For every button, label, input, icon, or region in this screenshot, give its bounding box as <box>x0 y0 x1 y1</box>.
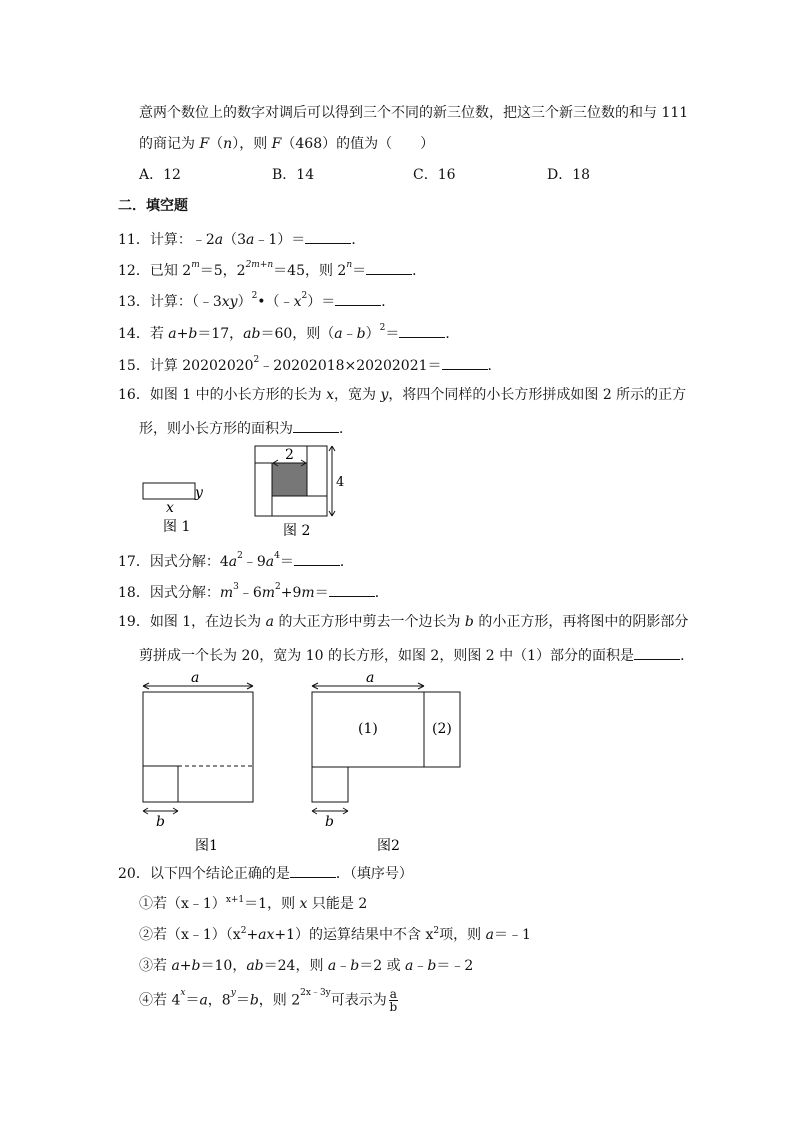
question-number: 20． <box>118 866 150 882</box>
text: a <box>334 326 343 342</box>
text: ． <box>381 294 396 310</box>
label-part-1: (1) <box>358 721 378 737</box>
circled-number: ④ <box>139 992 153 1009</box>
shaded-square <box>272 463 307 496</box>
text: m <box>261 585 276 601</box>
question-13 <box>118 291 395 311</box>
question-10-text-line2 <box>139 135 434 153</box>
question-15 <box>118 355 502 375</box>
text: ＝ <box>352 263 367 279</box>
text: ＝2 或 <box>359 958 406 974</box>
text: a <box>265 614 274 630</box>
q16-figure-1 <box>135 475 215 537</box>
label-a: a <box>191 670 200 686</box>
circled-number: ① <box>139 896 153 912</box>
text: ． <box>374 585 389 601</box>
q19-figure-2 <box>305 668 470 858</box>
text: ），则 <box>232 136 272 152</box>
question-number: 18． <box>118 585 150 601</box>
text: ＝﹣2 <box>436 958 474 974</box>
text: a+b <box>171 958 201 974</box>
text: ，8 <box>207 992 231 1009</box>
answer-blank[interactable] <box>294 551 340 566</box>
text: a <box>265 554 275 570</box>
text: x <box>293 294 302 310</box>
text: ）＝ <box>307 294 336 310</box>
question-20 <box>118 863 413 883</box>
caption: 图2 <box>377 838 400 854</box>
text: ． <box>487 358 502 374</box>
text: （3 <box>223 232 247 248</box>
label-part-2: (2) <box>432 721 452 737</box>
answer-blank[interactable] <box>366 260 412 275</box>
exponent: 2 <box>253 355 260 365</box>
text: ＝10， <box>200 958 247 974</box>
exponent: 2 <box>237 551 243 561</box>
statement-1 <box>139 895 367 913</box>
text: 剪拼成一个长为 20，宽为 10 的长方形，如图 2，则图 2 中（1）部分的面积是 <box>139 648 635 664</box>
question-number: 12． <box>118 263 150 279</box>
exponent: x <box>180 988 186 998</box>
answer-blank[interactable] <box>305 229 351 244</box>
label-y: y <box>195 485 203 501</box>
text: ，则 2 <box>258 992 301 1009</box>
answer-blank[interactable] <box>335 291 381 306</box>
text: 因式分解：4 <box>149 554 229 570</box>
option-c: C．16 <box>413 167 456 183</box>
text: 项，则 <box>439 927 486 943</box>
caption: 图1 <box>195 838 218 854</box>
answer-blank[interactable] <box>329 582 375 597</box>
text: ﹣ <box>413 958 428 974</box>
text: ． <box>339 554 354 570</box>
caption: 图 2 <box>283 523 311 539</box>
text: ab <box>246 958 264 974</box>
text: b <box>427 958 437 974</box>
text: ＝ <box>314 585 329 601</box>
question-19-line1 <box>118 613 688 631</box>
text: xy <box>221 294 238 310</box>
statement-3 <box>139 957 473 975</box>
text: 计算 20202020 <box>149 358 254 374</box>
text: a <box>327 958 337 974</box>
text: ＝45，则 2 <box>273 263 347 279</box>
exponent: 2 <box>251 291 258 301</box>
small-rectangle <box>143 483 195 499</box>
text: +9 <box>280 585 302 601</box>
text: a <box>405 958 414 974</box>
text: ． <box>412 263 427 279</box>
q16-figure-2 <box>245 443 355 541</box>
text: 计算：（﹣3 <box>149 294 222 310</box>
label-x: x <box>166 500 174 516</box>
text: 若（x﹣1） <box>153 896 226 912</box>
text: ＝ <box>279 554 294 570</box>
text: 以下四个结论正确的是 <box>149 866 290 882</box>
text: a <box>214 232 224 248</box>
text: ﹣6 <box>238 585 262 601</box>
text: ＝24，则 <box>263 958 328 974</box>
text: ，宽为 <box>334 387 381 403</box>
text: ＝17， <box>197 326 244 342</box>
text: 的大正方形中剪去一个边长为 <box>274 614 465 630</box>
text: y <box>380 387 389 403</box>
question-number: 19． <box>118 614 150 630</box>
answer-blank[interactable] <box>399 323 445 338</box>
text: ，将四个同样的小长方形拼成如图 2 所示的正方 <box>388 387 687 403</box>
exponent: 2 <box>240 926 247 936</box>
text: 计算：﹣2 <box>149 232 215 248</box>
text: ．（填序号） <box>335 866 413 882</box>
answer-blank[interactable] <box>290 863 336 878</box>
question-number: 13． <box>118 294 150 310</box>
text: 的小正方形，再将图中的阴影部分 <box>473 614 689 630</box>
label-4: 4 <box>336 475 345 490</box>
text: a <box>199 992 208 1009</box>
text: ab <box>243 326 261 342</box>
question-number: 16． <box>118 387 150 403</box>
text: ） <box>365 326 380 342</box>
question-19-line2 <box>139 645 694 665</box>
text: ﹣1）＝ <box>254 232 306 248</box>
text: ） <box>237 294 252 310</box>
text: 已知 2 <box>149 263 192 279</box>
text: b <box>356 326 366 342</box>
text: m <box>301 585 315 601</box>
text: m <box>219 585 234 601</box>
text: b <box>464 614 474 630</box>
exponent: 2 <box>379 323 386 333</box>
text: ＝60，则（ <box>260 326 335 342</box>
exponent: 2 <box>301 291 308 301</box>
text: +1）的运算结果中不含 x <box>274 927 434 943</box>
label-2: 2 <box>285 447 294 463</box>
question-17 <box>118 551 354 571</box>
text: 因式分解： <box>149 585 220 601</box>
text: b <box>249 992 259 1009</box>
text: •（﹣ <box>257 294 294 310</box>
text: 可表示为 <box>330 992 387 1009</box>
text: 若（x﹣1）（x <box>153 927 241 943</box>
exponent: 2 <box>433 926 440 936</box>
text: ＝1，则 <box>244 896 300 912</box>
exponent: m <box>191 260 200 270</box>
fraction-denominator: b <box>389 1000 398 1014</box>
fraction-numerator: a <box>389 987 397 1001</box>
text: （468）的值为（ ） <box>281 136 435 152</box>
exponent: x+1 <box>225 895 245 905</box>
text: ax <box>258 927 275 943</box>
text: ﹣ <box>336 958 351 974</box>
question-11 <box>118 229 365 249</box>
text: 若 4 <box>153 992 181 1009</box>
statement-4 <box>139 988 398 1013</box>
answer-blank[interactable] <box>634 645 680 660</box>
option-d: D．18 <box>547 167 591 183</box>
section-title: 二．填空题 <box>118 198 188 214</box>
large-square <box>143 692 253 802</box>
text: ﹣ <box>342 326 357 342</box>
fraction <box>389 988 398 1013</box>
text: 如图 1，在边长为 <box>149 614 266 630</box>
text: x <box>326 387 334 403</box>
exponent: 2x﹣3y <box>300 988 331 998</box>
option-a: A．12 <box>139 167 181 183</box>
question-12 <box>118 260 426 280</box>
answer-blank[interactable] <box>293 418 339 433</box>
question-number: 11． <box>118 232 150 248</box>
text: x <box>299 896 308 912</box>
question-10-text-line1: 意两个数位上的数字对调后可以得到三个不同的新三位数，把这三个新三位数的和与 111 <box>139 105 689 121</box>
exponent: 2 <box>275 582 281 592</box>
circled-number: ③ <box>139 958 153 974</box>
text: a <box>485 927 494 943</box>
text: ． <box>351 232 366 248</box>
text: n <box>223 136 233 152</box>
label-b: b <box>325 814 334 830</box>
text: ． <box>339 421 353 437</box>
question-18 <box>118 582 389 602</box>
exponent: 3 <box>233 582 239 592</box>
text: a <box>246 232 255 248</box>
exponent: y <box>230 988 236 998</box>
question-16-line2 <box>139 418 353 438</box>
question-16-line1 <box>118 386 686 404</box>
text: ﹣9 <box>242 554 266 570</box>
text: a <box>228 554 238 570</box>
text: ＝5，2 <box>199 263 246 279</box>
question-number: 15． <box>118 358 150 374</box>
question-number: 17． <box>118 554 150 570</box>
option-b: B．14 <box>272 167 315 183</box>
text: b <box>350 958 360 974</box>
circled-number: ② <box>139 927 153 943</box>
text: （ <box>209 136 224 152</box>
exponent: 4 <box>274 551 280 561</box>
text: ． <box>445 326 460 342</box>
text: ﹣20202018×20202021＝ <box>259 358 442 374</box>
text: ＝ <box>185 992 200 1009</box>
label-b: b <box>156 814 165 830</box>
text: a+b <box>168 326 198 342</box>
text: 如图 1 中的小长方形的长为 <box>149 387 327 403</box>
text: 若 <box>153 958 172 974</box>
text: ＝﹣1 <box>493 927 531 943</box>
exponent: n <box>346 260 353 270</box>
text: ． <box>680 648 695 664</box>
text: F <box>271 136 282 152</box>
q19-figure-1 <box>135 668 265 858</box>
small-square <box>312 767 348 802</box>
text: ＝ <box>385 326 400 342</box>
text: 的商记为 <box>139 136 200 152</box>
question-14 <box>118 323 459 343</box>
label-a: a <box>366 670 375 686</box>
exponent: 2m+n <box>245 260 274 270</box>
caption: 图 1 <box>163 519 191 535</box>
text: ＝ <box>235 992 250 1009</box>
answer-blank[interactable] <box>442 355 488 370</box>
text: 若 <box>149 326 169 342</box>
text: 形，则小长方形的面积为 <box>139 421 293 437</box>
text: F <box>199 136 210 152</box>
statement-2 <box>139 926 531 944</box>
text: 只能是 2 <box>307 896 368 912</box>
text: + <box>246 927 259 943</box>
question-number: 14． <box>118 326 150 342</box>
